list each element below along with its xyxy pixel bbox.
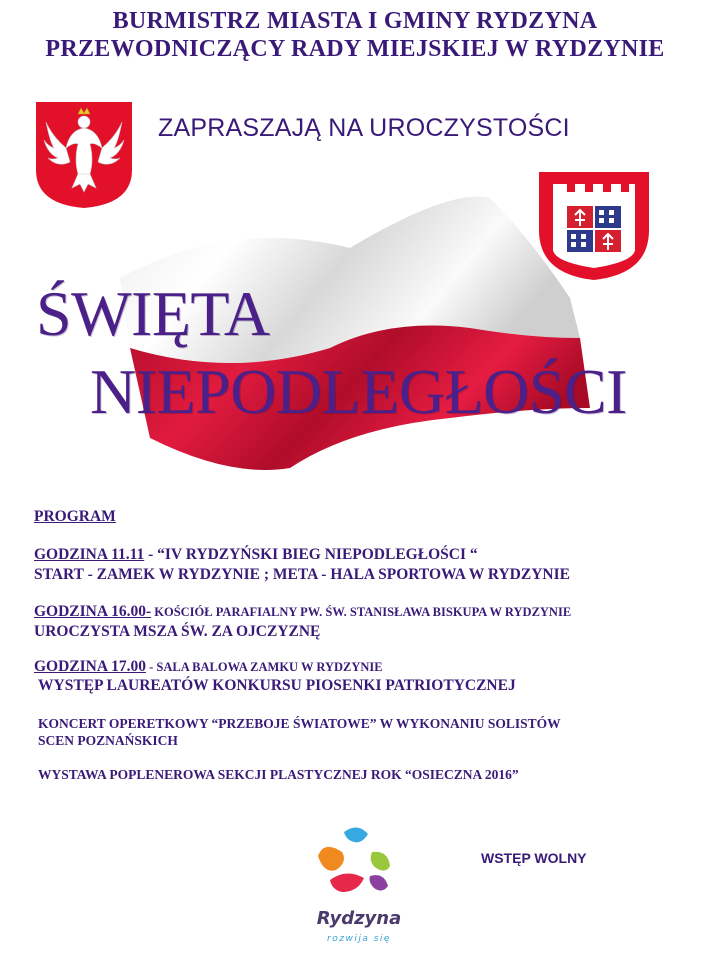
concert-line-2: SCEN POZNAŃSKICH: [38, 733, 178, 748]
organizer-line-1: BURMISTRZ MIASTA I GMINY RYDZYNA: [112, 8, 598, 34]
program-item-2-line-2: UROCZYSTA MSZA ŚW. ZA OJCZYZNĘ: [34, 623, 321, 640]
exhibition-line: WYSTAWA POPLENEROWA SEKCJI PLASTYCZNEJ ROK “OSIECZNA 2016”: [38, 767, 519, 782]
invitation-text: ZAPRASZAJĄ NA UROCZYSTOŚCI: [158, 114, 570, 142]
program-item-3-desc: - SALA BALOWA ZAMKU W RYDZYNIE: [145, 660, 383, 674]
program-item-2-line-1: [34, 603, 571, 621]
program-item-3-time: GODZINA 17.00: [34, 658, 146, 675]
program-item-3-line-1: [34, 658, 383, 676]
free-entry-text: WSTĘP WOLNY: [481, 850, 587, 866]
program-item-2-time: GODZINA 16.00-: [34, 603, 152, 620]
rydzyna-logo-icon: [296, 822, 426, 952]
program-item-1-line-2: START - ZAMEK W RYDZYNIE ; META - HALA SPORTOWA W RYDZYNIE: [34, 566, 570, 583]
program-item-1-time: GODZINA 11.11: [34, 546, 145, 563]
program-item-1-desc: - “IV RYDZYŃSKI BIEG NIEPODLEGŁOŚCI “: [144, 546, 478, 563]
main-title-line-1: ŚWIĘTA: [36, 278, 270, 349]
program-heading: PROGRAM: [34, 508, 116, 525]
program-item-1-line-1: [34, 546, 478, 564]
logo-name: Rydzyna: [316, 908, 402, 929]
organizer-line-2: PRZEWODNICZĄCY RADY MIEJSKIEJ W RYDZYNIE: [45, 36, 665, 62]
concert-line-1: KONCERT OPERETKOWY “PRZEBOJE ŚWIATOWE” W WYKONANIU SOLISTÓW: [38, 716, 561, 731]
program-item-2-desc: KOŚCIÓŁ PARAFIALNY PW. ŚW. STANISŁAWA BISKUPA W RYDZYNIE: [151, 605, 572, 619]
logo-tagline: rozwija się: [327, 934, 391, 944]
rydzyna-coat-of-arms: [537, 170, 651, 282]
program-item-3-line-2: WYSTĘP LAUREATÓW KONKURSU PIOSENKI PATRIOTYCZNEJ: [38, 677, 516, 694]
main-title-line-2: NIEPODLEGŁOŚCI: [90, 356, 627, 427]
